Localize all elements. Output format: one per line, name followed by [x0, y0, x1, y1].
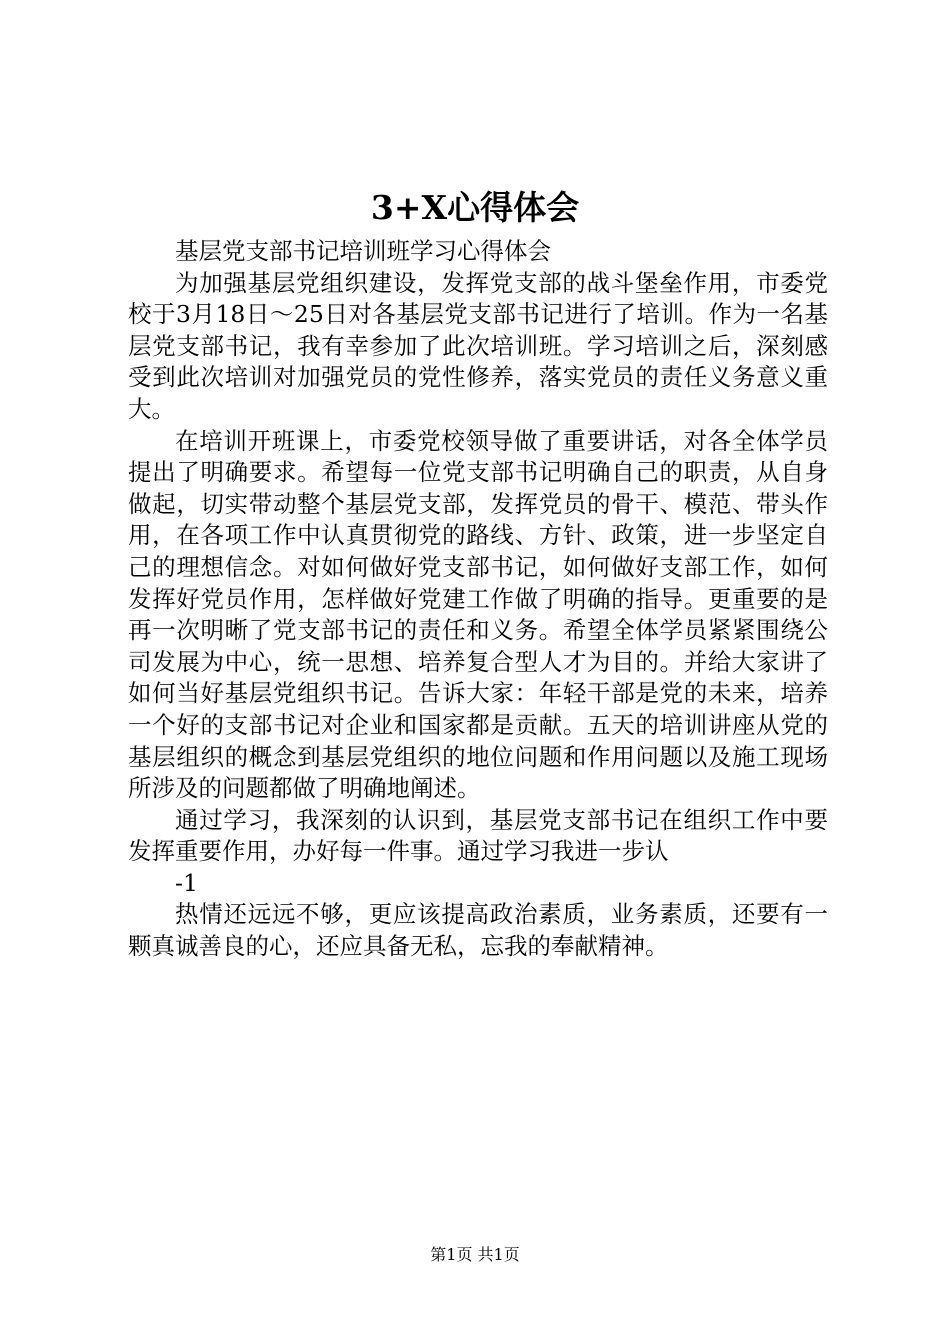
document-title: 3+X心得体会 — [370, 188, 580, 227]
paragraph-2: 在培训开班课上，市委党校领导做了重要讲话，对各全体学员提出了明确要求。希望每一位党支部书记明确自己的职责，从自身做起，切实带动整个基层党支部，发挥党员的骨干、模范、带头作用，在各项工作中认真贯彻党的路线、方针、政策，进一步坚定自己的理想信念。对如何做好党支部书记，如何做好支部工作，如何发挥好党员作用，怎样做好党建工作做了明确的指导。更重要的是再一次明晰了党支部书记的责任和义务。希望全体学员紧紧围绕公司发展为中心，统一思想、培养复合型人才为目的。并给大家讲了如何当好基层党组织书记。告诉大家：年轻干部是党的未来，培养一个好的支部书记对企业和国家都是贡献。五天的培训讲座从党的基层组织的概念到基层党组织的地位问题和作用问题以及施工现场所涉及的问题都做了明确地阐述。 — [128, 426, 828, 803]
paragraph-3: 通过学习，我深刻的认识到，基层党支部书记在组织工作中要发挥重要作用，办好每一件事。通过学习我进一步认 — [128, 805, 828, 866]
page-footer: 第1页 共1页 — [430, 1245, 520, 1264]
document-body — [128, 236, 828, 963]
closing-paragraph: 热情还远远不够，更应该提高政治素质，业务素质，还要有一颗真诚善良的心，还应具备无私，忘我的奉献精神。 — [128, 900, 828, 961]
subtitle: 基层党支部书记培训班学习心得体会 — [175, 237, 551, 265]
paragraph-1: 为加强基层党组织建设，发挥党支部的战斗堡垒作用，市委党校于3月18日～25日对各基层党支部书记进行了培训。作为一名基层党支部书记，我有幸参加了此次培训班。学习培训之后，深刻感受到此次培训对加强党员的党性修养，落实党员的责任义务意义重大。 — [128, 268, 828, 423]
page-marker: -1 — [175, 868, 198, 897]
